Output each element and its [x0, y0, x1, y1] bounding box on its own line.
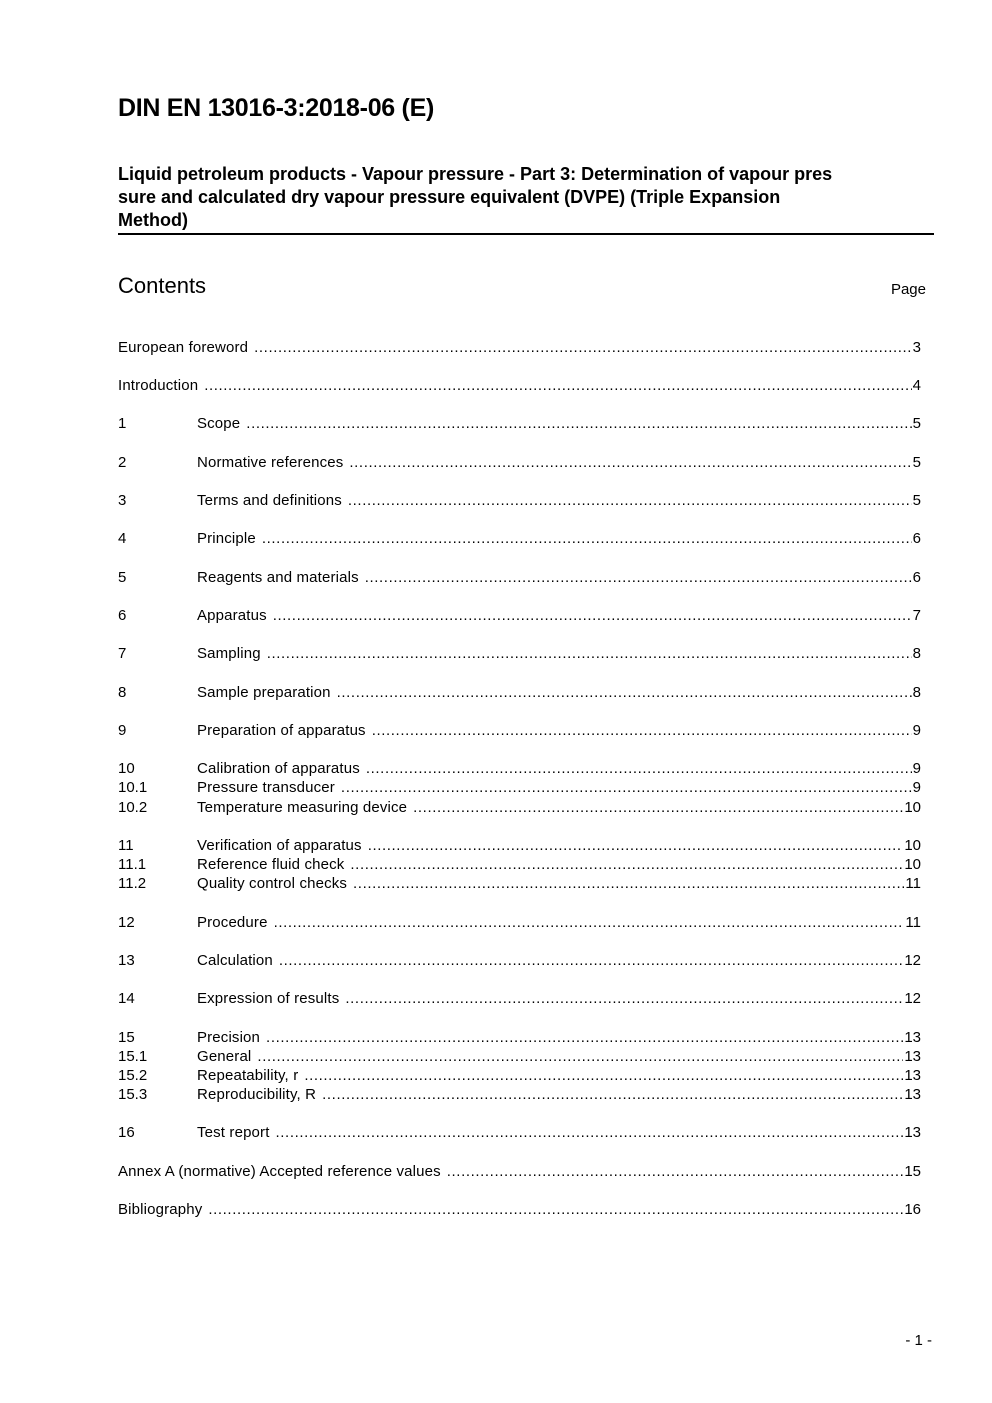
toc-entry[interactable] [118, 1066, 921, 1086]
toc-entry[interactable] [118, 568, 921, 588]
toc-leader-dots [254, 338, 912, 358]
toc-leader-dots [274, 913, 905, 933]
toc-entry-page: 13 [904, 1086, 921, 1103]
toc-entry-page: 5 [912, 415, 921, 432]
toc-entry[interactable] [118, 951, 921, 971]
toc-entry-page: 11 [905, 875, 921, 892]
toc-entry[interactable] [118, 491, 921, 511]
toc-entry-label: Apparatus [197, 607, 267, 624]
toc-entry-page: 7 [912, 607, 921, 624]
toc-entry-number: 14 [118, 990, 135, 1007]
page-column-heading: Page [890, 281, 926, 298]
toc-leader-dots [372, 721, 912, 741]
toc-entry-label: Bibliography [118, 1201, 203, 1218]
toc-entry[interactable] [118, 1162, 921, 1182]
toc-leader-dots [304, 1066, 903, 1086]
toc-entry-page: 12 [904, 990, 921, 1007]
toc-entry[interactable] [118, 1047, 921, 1067]
toc-entry-number: 10.1 [118, 779, 148, 796]
toc-entry[interactable] [118, 1028, 921, 1048]
toc-entry-label: Pressure transducer [197, 779, 335, 796]
toc-entry-number: 1 [118, 415, 127, 432]
toc-entry[interactable] [118, 683, 921, 703]
toc-entry-label: Sampling [197, 645, 261, 662]
toc-entry-label: Precision [197, 1029, 261, 1046]
toc-entry-page: 5 [912, 454, 921, 471]
toc-entry-number: 11.2 [118, 875, 147, 892]
toc-leader-dots [349, 453, 911, 473]
title-rule [118, 233, 934, 235]
toc-leader-dots [266, 1028, 903, 1048]
document-title-line: sure and calculated dry vapour pressure equivalent (DVPE) (Triple Expansion [118, 187, 781, 207]
document-id: DIN EN 13016-3:2018-06 (E) [118, 94, 434, 122]
toc-entry-page: 16 [904, 1201, 921, 1218]
toc-entry-label: Preparation of apparatus [197, 722, 366, 739]
toc-entry-page: 10 [904, 856, 921, 873]
toc-leader-dots [279, 951, 903, 971]
toc-entry-label: Calibration of apparatus [197, 760, 360, 777]
toc-leader-dots [337, 683, 912, 703]
toc-entry-number: 15.1 [118, 1048, 148, 1065]
toc-leader-dots [366, 759, 912, 779]
toc-entry-number: 6 [118, 607, 127, 624]
toc-entry[interactable] [118, 414, 921, 434]
toc-leader-dots [246, 414, 911, 434]
toc-entry-page: 6 [912, 530, 921, 547]
toc-entry-number: 7 [118, 645, 127, 662]
toc-leader-dots [413, 798, 903, 818]
toc-entry-page: 11 [905, 914, 921, 931]
toc-leader-dots [447, 1162, 904, 1182]
toc-entry-label: Test report [197, 1124, 270, 1141]
toc-leader-dots [204, 376, 911, 396]
toc-entry-label: Temperature measuring device [197, 799, 408, 816]
toc-entry-label: Verification of apparatus [197, 837, 362, 854]
toc-entry-number: 9 [118, 722, 127, 739]
toc-leader-dots [353, 874, 904, 894]
toc-entry-page: 10 [904, 837, 921, 854]
toc-entry-page: 3 [912, 339, 921, 356]
toc-leader-dots [267, 644, 912, 664]
toc-leader-dots [273, 606, 912, 626]
toc-entry-page: 13 [904, 1067, 921, 1084]
toc-entry-page: 13 [904, 1048, 921, 1065]
toc-entry-number: 15.3 [118, 1086, 148, 1103]
toc-entry-page: 8 [912, 645, 921, 662]
toc-entry-label: Reproducibility, R [197, 1086, 317, 1103]
toc-entry-number: 5 [118, 569, 127, 586]
toc-entry[interactable] [118, 913, 921, 933]
toc-entry-page: 13 [904, 1029, 921, 1046]
toc-entry[interactable] [118, 606, 921, 626]
toc-entry[interactable] [118, 798, 921, 818]
toc-entry-number: 8 [118, 684, 127, 701]
toc-entry-label: Reference fluid check [197, 856, 345, 873]
toc-entry-number: 11.1 [118, 856, 147, 873]
document-title [118, 163, 934, 232]
toc-leader-dots [208, 1200, 903, 1220]
toc-entry[interactable] [118, 453, 921, 473]
toc-entry-number: 2 [118, 454, 127, 471]
toc-entry-page: 9 [912, 722, 921, 739]
toc-entry-label: Annex A (normative) Accepted reference values [118, 1163, 441, 1180]
toc-entry[interactable] [118, 721, 921, 741]
toc-entry[interactable] [118, 529, 921, 549]
toc-entry[interactable] [118, 338, 921, 358]
toc-entry[interactable] [118, 1085, 921, 1105]
toc-entry[interactable] [118, 855, 921, 875]
document-title-line: Method) [118, 210, 188, 230]
toc-entry-page: 9 [912, 760, 921, 777]
toc-entry-number: 4 [118, 530, 127, 547]
toc-entry-number: 16 [118, 1124, 135, 1141]
toc-entry[interactable] [118, 376, 921, 396]
toc-leader-dots [276, 1123, 904, 1143]
toc-leader-dots [257, 1047, 903, 1067]
toc-entry-number: 13 [118, 952, 135, 969]
toc-entry-page: 10 [904, 799, 921, 816]
toc-entry[interactable] [118, 644, 921, 664]
toc-leader-dots [365, 568, 912, 588]
toc-leader-dots [322, 1085, 903, 1105]
toc-entry-label: Quality control checks [197, 875, 348, 892]
toc-leader-dots [368, 836, 904, 856]
toc-entry[interactable] [118, 1123, 921, 1143]
document-title-line: Liquid petroleum products - Vapour pressure - Part 3: Determination of vapour pres [118, 164, 833, 184]
toc-entry-label: Principle [197, 530, 256, 547]
toc-entry-label: Introduction [118, 377, 199, 394]
toc-leader-dots [350, 855, 903, 875]
toc-entry-number: 10 [118, 760, 135, 777]
toc-entry-number: 11 [118, 837, 134, 854]
toc-entry-number: 10.2 [118, 799, 148, 816]
toc-entry[interactable] [118, 874, 921, 894]
toc-entry-number: 15 [118, 1029, 135, 1046]
toc-entry-label: Reagents and materials [197, 569, 359, 586]
toc-entry-page: 4 [912, 377, 921, 394]
toc-entry-page: 12 [904, 952, 921, 969]
toc-leader-dots [341, 778, 912, 798]
contents-heading: Contents [118, 273, 207, 298]
toc-entry-label: Terms and definitions [197, 492, 342, 509]
footer-page-number: - 1 - [905, 1332, 932, 1349]
toc-entry[interactable] [118, 836, 921, 856]
toc-entry[interactable] [118, 1200, 921, 1220]
toc-entry-number: 3 [118, 492, 127, 509]
toc-entry-label: Calculation [197, 952, 273, 969]
toc-entry-page: 5 [912, 492, 921, 509]
toc-entry-page: 8 [912, 684, 921, 701]
toc-entry-page: 13 [904, 1124, 921, 1141]
toc-leader-dots [345, 989, 903, 1009]
toc-entry-page: 15 [904, 1163, 921, 1180]
toc-entry-label: Normative references [197, 454, 344, 471]
toc-entry-label: Sample preparation [197, 684, 331, 701]
toc-entry[interactable] [118, 778, 921, 798]
toc-entry-page: 6 [912, 569, 921, 586]
toc-entry-number: 15.2 [118, 1067, 148, 1084]
toc-entry[interactable] [118, 759, 921, 779]
toc-entry-label: Procedure [197, 914, 268, 931]
toc-entry[interactable] [118, 989, 921, 1009]
toc-entry-label: Scope [197, 415, 241, 432]
toc-entry-label: General [197, 1048, 252, 1065]
toc-entry-number: 12 [118, 914, 135, 931]
toc-entry-label: Repeatability, r [197, 1067, 299, 1084]
toc-leader-dots [348, 491, 912, 511]
toc-entry-page: 9 [912, 779, 921, 796]
toc-leader-dots [262, 529, 912, 549]
toc-entry-label: Expression of results [197, 990, 340, 1007]
toc-entry-label: European foreword [118, 339, 249, 356]
